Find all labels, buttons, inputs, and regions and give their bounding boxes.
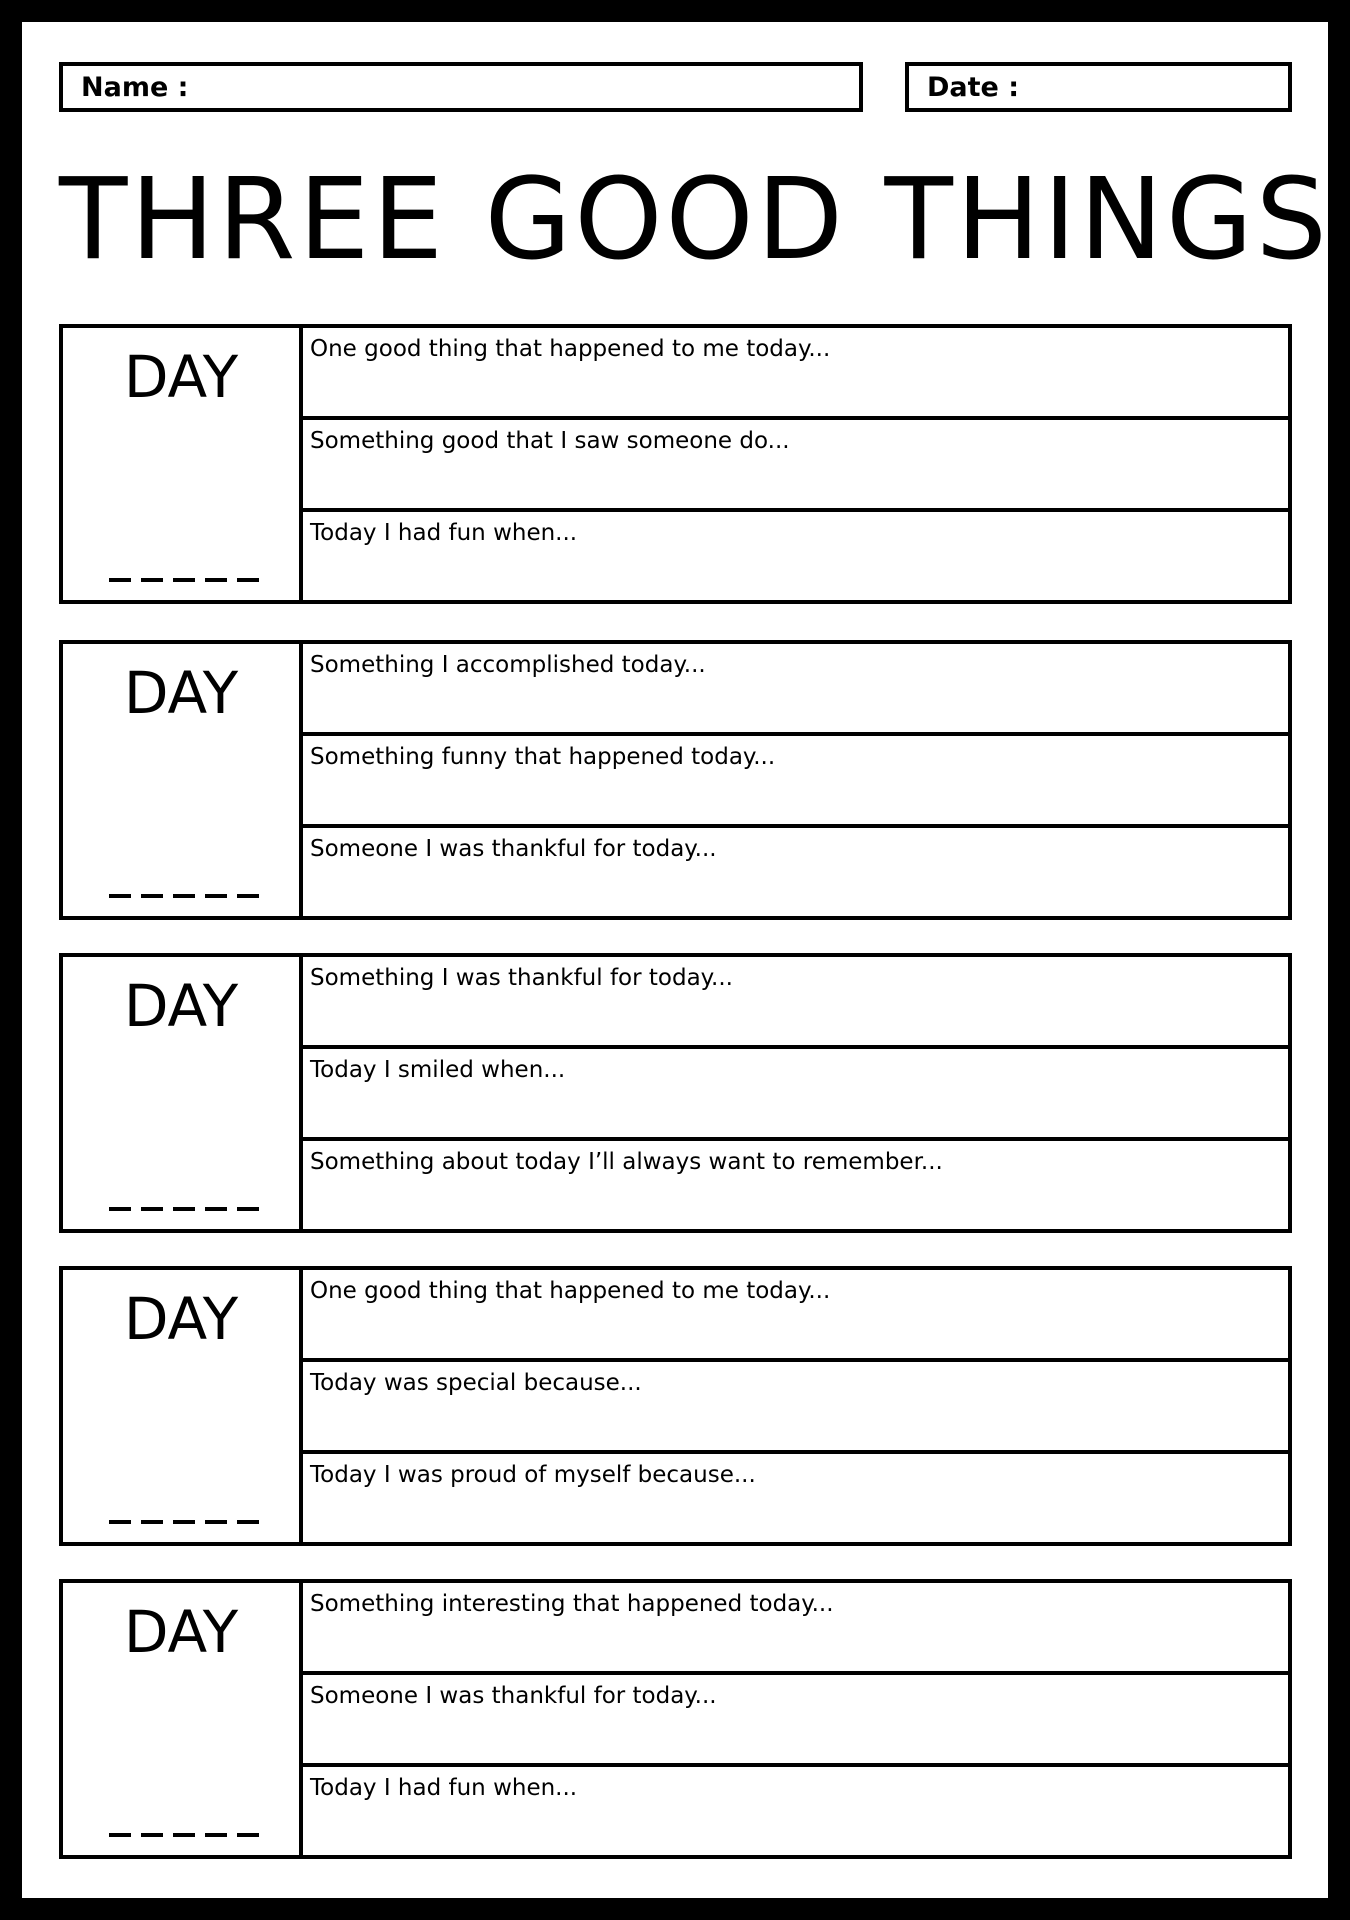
- prompt-row[interactable]: Someone I was thankful for today...: [303, 1675, 1288, 1767]
- prompt-list: [303, 1270, 1288, 1542]
- prompt-list: [303, 328, 1288, 600]
- name-label: Name :: [81, 71, 189, 103]
- prompt-row[interactable]: Something funny that happened today...: [303, 736, 1288, 828]
- prompt-row[interactable]: Something about today I’ll always want to remember...: [310, 1149, 943, 1175]
- day-label-cell: [63, 1583, 303, 1855]
- prompt-row[interactable]: Today I had fun when...: [310, 1775, 578, 1801]
- day-block-5: [59, 1579, 1292, 1859]
- prompt-row[interactable]: Today was special because...: [303, 1362, 1288, 1454]
- day-number-blank[interactable]: [109, 894, 259, 898]
- prompt-row[interactable]: One good thing that happened to me today...: [303, 1270, 1288, 1362]
- prompt-row[interactable]: Something interesting that happened today...: [303, 1583, 1288, 1675]
- prompt-row[interactable]: Today I had fun when...: [310, 520, 578, 546]
- day-block-4: [59, 1266, 1292, 1546]
- day-number-blank[interactable]: [109, 1520, 259, 1524]
- prompt-row[interactable]: One good thing that happened to me today...: [303, 328, 1288, 420]
- page-title: THREE GOOD THINGS: [59, 155, 1330, 285]
- name-field[interactable]: [59, 62, 863, 112]
- prompt-row[interactable]: Something good that I saw someone do...: [303, 420, 1288, 512]
- prompt-list: [303, 644, 1288, 916]
- day-block-3: [59, 953, 1292, 1233]
- worksheet-page: [22, 22, 1328, 1898]
- day-block-1: [59, 324, 1292, 604]
- day-label: DAY: [123, 659, 239, 727]
- day-label: DAY: [123, 343, 239, 411]
- prompt-row[interactable]: Something I accomplished today...: [303, 644, 1288, 736]
- day-block-2: [59, 640, 1292, 920]
- day-number-blank[interactable]: [109, 578, 259, 582]
- prompt-row[interactable]: Someone I was thankful for today...: [310, 836, 717, 862]
- day-label-cell: [63, 1270, 303, 1542]
- prompt-row[interactable]: Something I was thankful for today...: [303, 957, 1288, 1049]
- prompt-row[interactable]: Today I was proud of myself because...: [310, 1462, 756, 1488]
- day-label: DAY: [123, 1598, 239, 1666]
- day-label-cell: [63, 957, 303, 1229]
- prompt-list: [303, 957, 1288, 1229]
- day-number-blank[interactable]: [109, 1833, 259, 1837]
- day-label: DAY: [123, 972, 239, 1040]
- prompt-row[interactable]: Today I smiled when...: [303, 1049, 1288, 1141]
- day-label-cell: [63, 644, 303, 916]
- day-label: DAY: [123, 1285, 239, 1353]
- date-label: Date :: [927, 71, 1020, 103]
- day-number-blank[interactable]: [109, 1207, 259, 1211]
- date-field[interactable]: [905, 62, 1292, 112]
- day-label-cell: [63, 328, 303, 600]
- prompt-list: [303, 1583, 1288, 1855]
